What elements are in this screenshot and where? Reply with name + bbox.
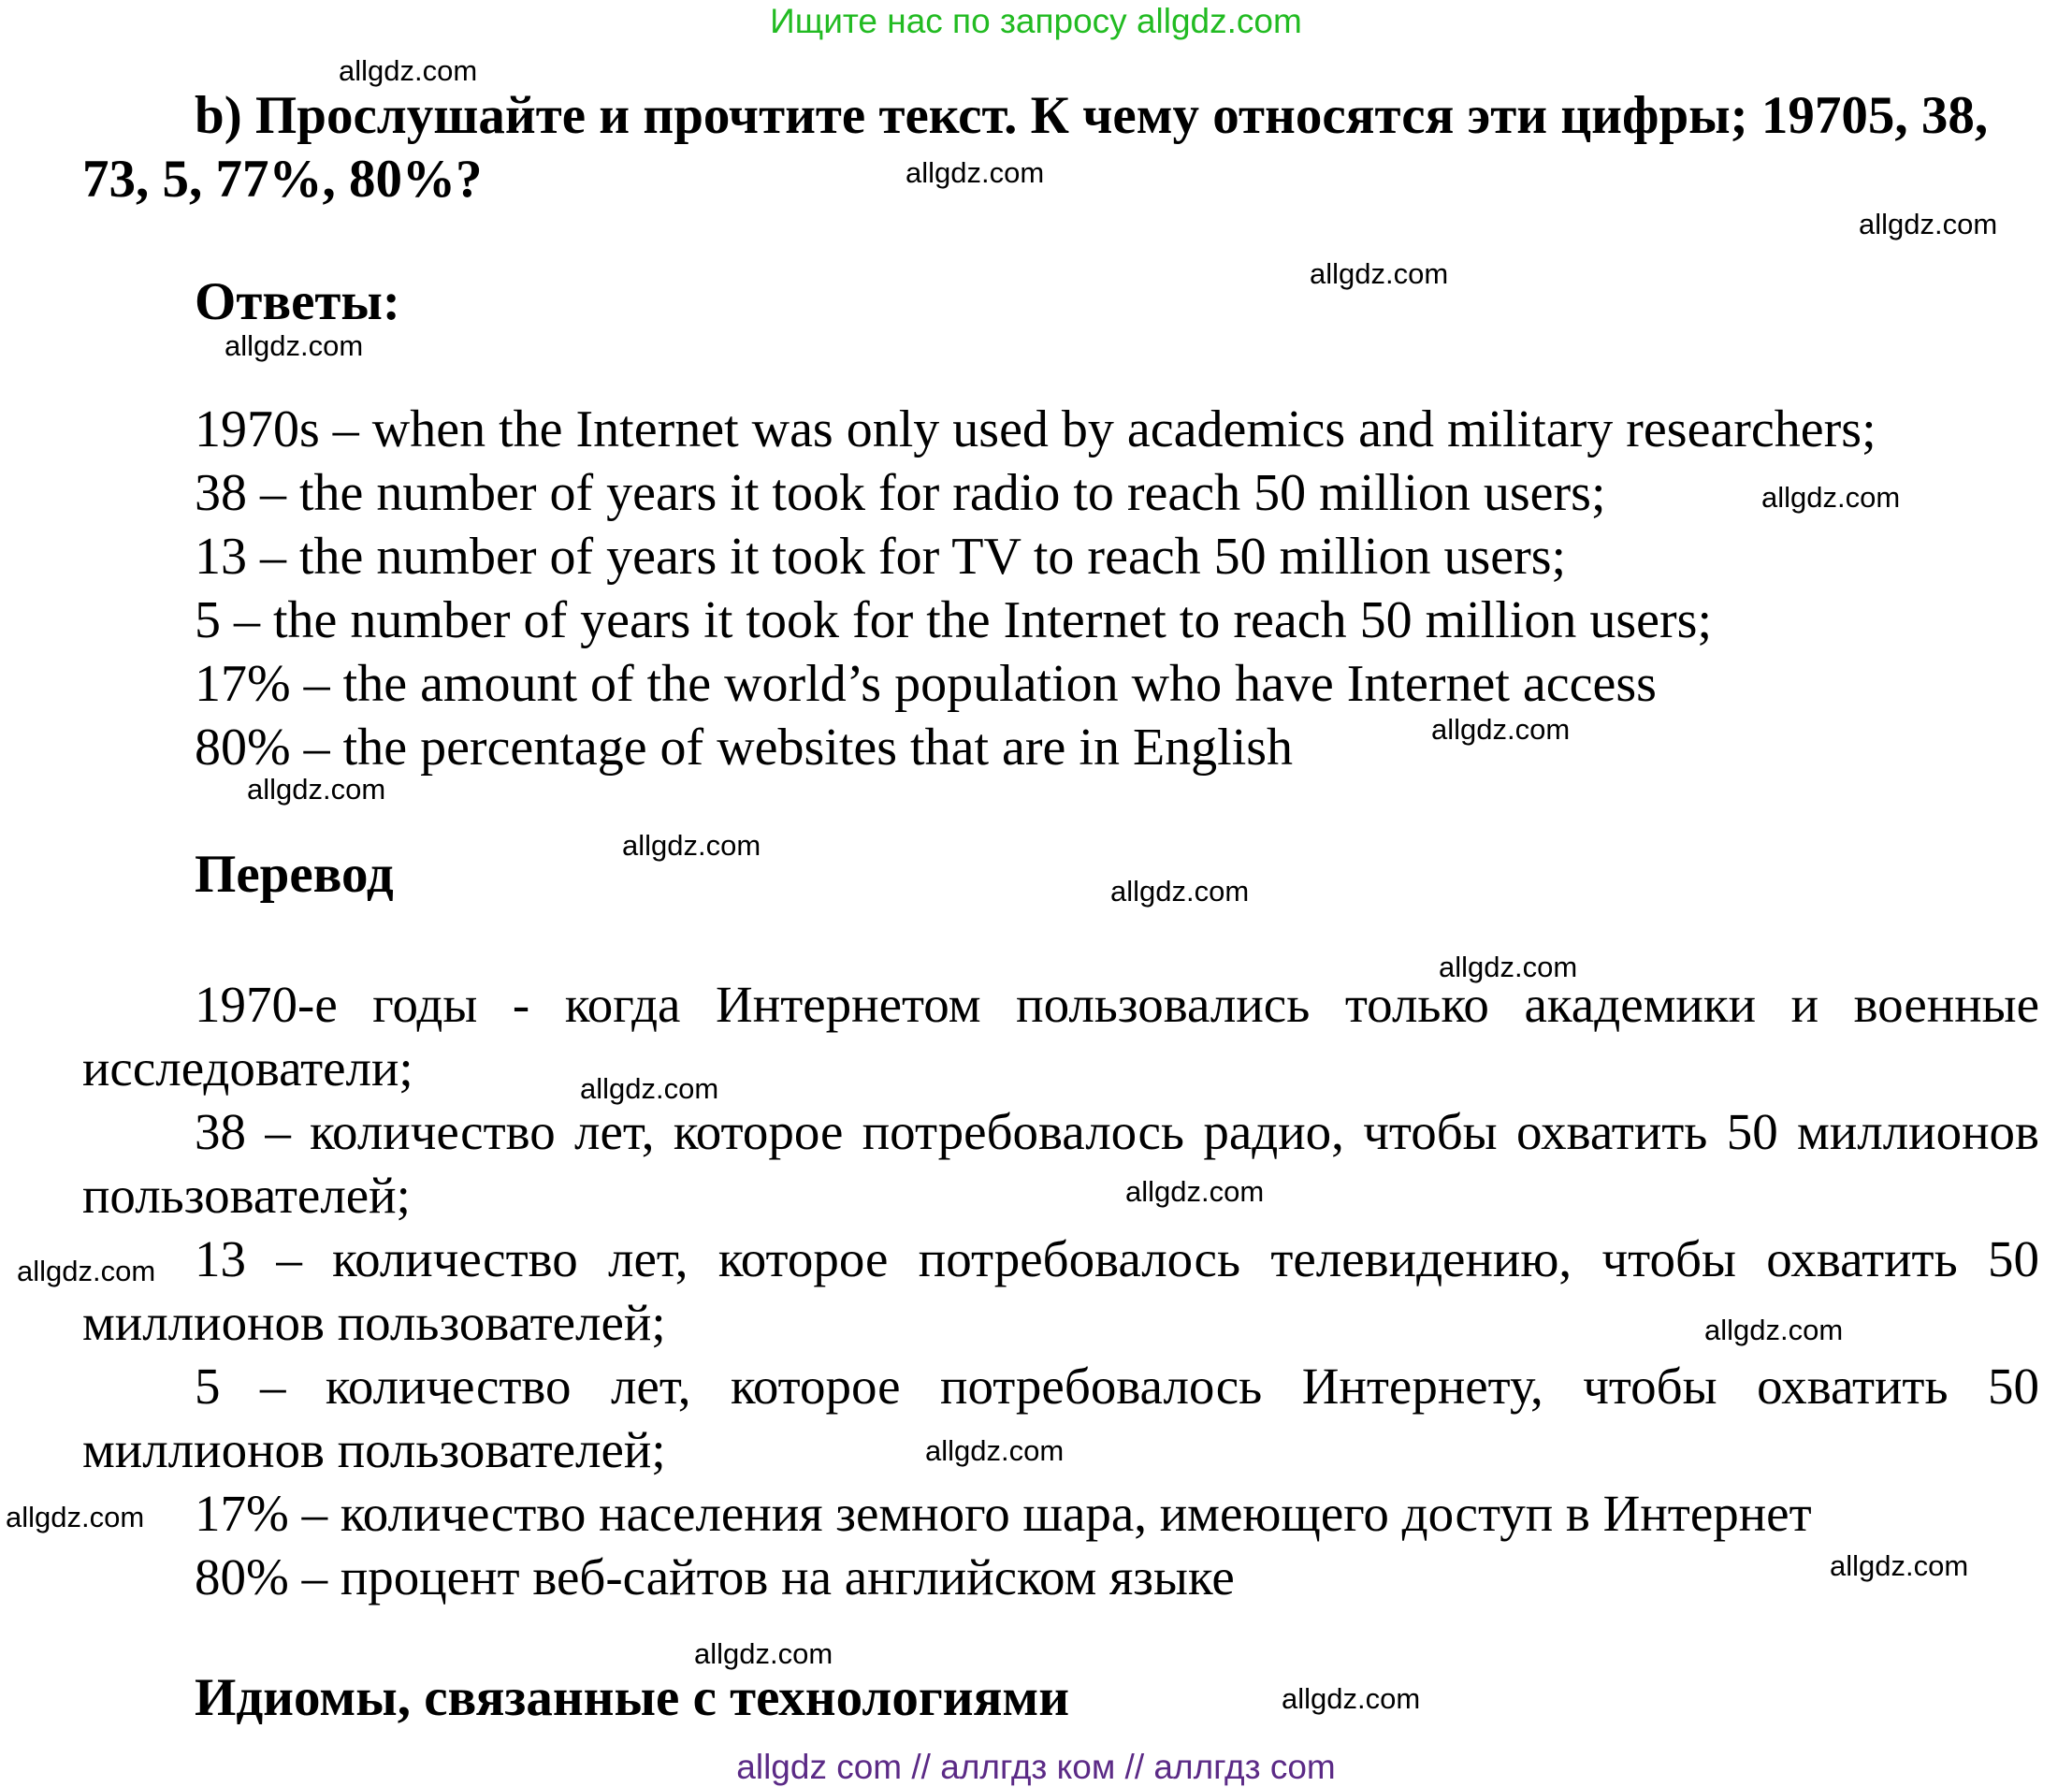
watermark: allgdz.com — [1704, 1314, 1844, 1346]
answer-item: 38 – the number of years it took for radio to reach 50 million users; — [195, 464, 1606, 522]
translation-item: 17% – количество населения земного шара, имеющего доступ в Интернет — [195, 1485, 1812, 1542]
watermark: allgdz.com — [339, 54, 478, 87]
watermark: allgdz.com — [925, 1434, 1065, 1467]
answers-heading: Ответы: — [195, 272, 400, 331]
watermark: allgdz.com — [1431, 713, 1571, 746]
watermark: allgdz.com — [1830, 1549, 1969, 1582]
answer-item: 5 – the number of years it took for the Internet to reach 50 million users; — [195, 591, 1713, 649]
watermark: allgdz.com — [1310, 257, 1449, 290]
watermark: allgdz.com — [694, 1637, 833, 1670]
search-banner[interactable]: Ищите нас по запросу allgdz.com — [770, 2, 1302, 40]
footer-banner[interactable]: allgdz com // аллгдз ком // аллгдз com — [736, 1748, 1336, 1786]
watermark: allgdz.com — [1125, 1175, 1265, 1208]
watermark: allgdz.com — [6, 1501, 145, 1533]
watermark: allgdz.com — [225, 329, 364, 362]
translation-item: 80% – процент веб-сайтов на английском языке — [195, 1548, 1235, 1605]
idioms-heading: Идиомы, связанные с технологиями — [195, 1668, 1070, 1727]
watermark: allgdz.com — [1110, 875, 1250, 908]
answer-item: 80% – the percentage of websites that are in English — [195, 719, 1294, 777]
translation-item: 5 – количество лет, которое потребовалось Интернету, чтобы охватить 50 миллионов пользователей; — [82, 1358, 2039, 1478]
translation-item: 13 – количество лет, которое потребовалось телевидению, чтобы охватить 50 миллионов пользователей; — [82, 1230, 2039, 1351]
watermark: allgdz.com — [1282, 1682, 1421, 1715]
watermark: allgdz.com — [1761, 481, 1901, 514]
watermark: allgdz.com — [622, 829, 761, 862]
answers-list — [195, 398, 1876, 779]
translation-heading: Перевод — [195, 845, 394, 904]
answer-item: 1970s – when the Internet was only used by academics and military researchers; — [195, 400, 1876, 458]
translation-item: 1970-е годы - когда Интернетом пользовались только академики и военные исследователи; — [82, 976, 2039, 1097]
answer-item: 13 – the number of years it took for TV to reach 50 million users; — [195, 528, 1567, 586]
task-text: b) Прослушайте и прочтите текст. К чему относятся эти цифры; 19705, 38, 73, 5, 77%, 80%? — [82, 86, 1989, 209]
watermark: allgdz.com — [247, 773, 386, 806]
watermark: allgdz.com — [17, 1255, 156, 1287]
watermark: allgdz.com — [580, 1072, 719, 1105]
answer-item: 17% – the amount of the world’s population who have Internet access — [195, 655, 1657, 713]
watermark: allgdz.com — [1859, 208, 1998, 240]
translation-block — [82, 973, 2039, 1609]
watermark: allgdz.com — [1439, 951, 1578, 983]
translation-item: 38 – количество лет, которое потребовалось радио, чтобы охватить 50 миллионов пользователей; — [82, 1103, 2039, 1224]
watermark: allgdz.com — [906, 156, 1045, 189]
